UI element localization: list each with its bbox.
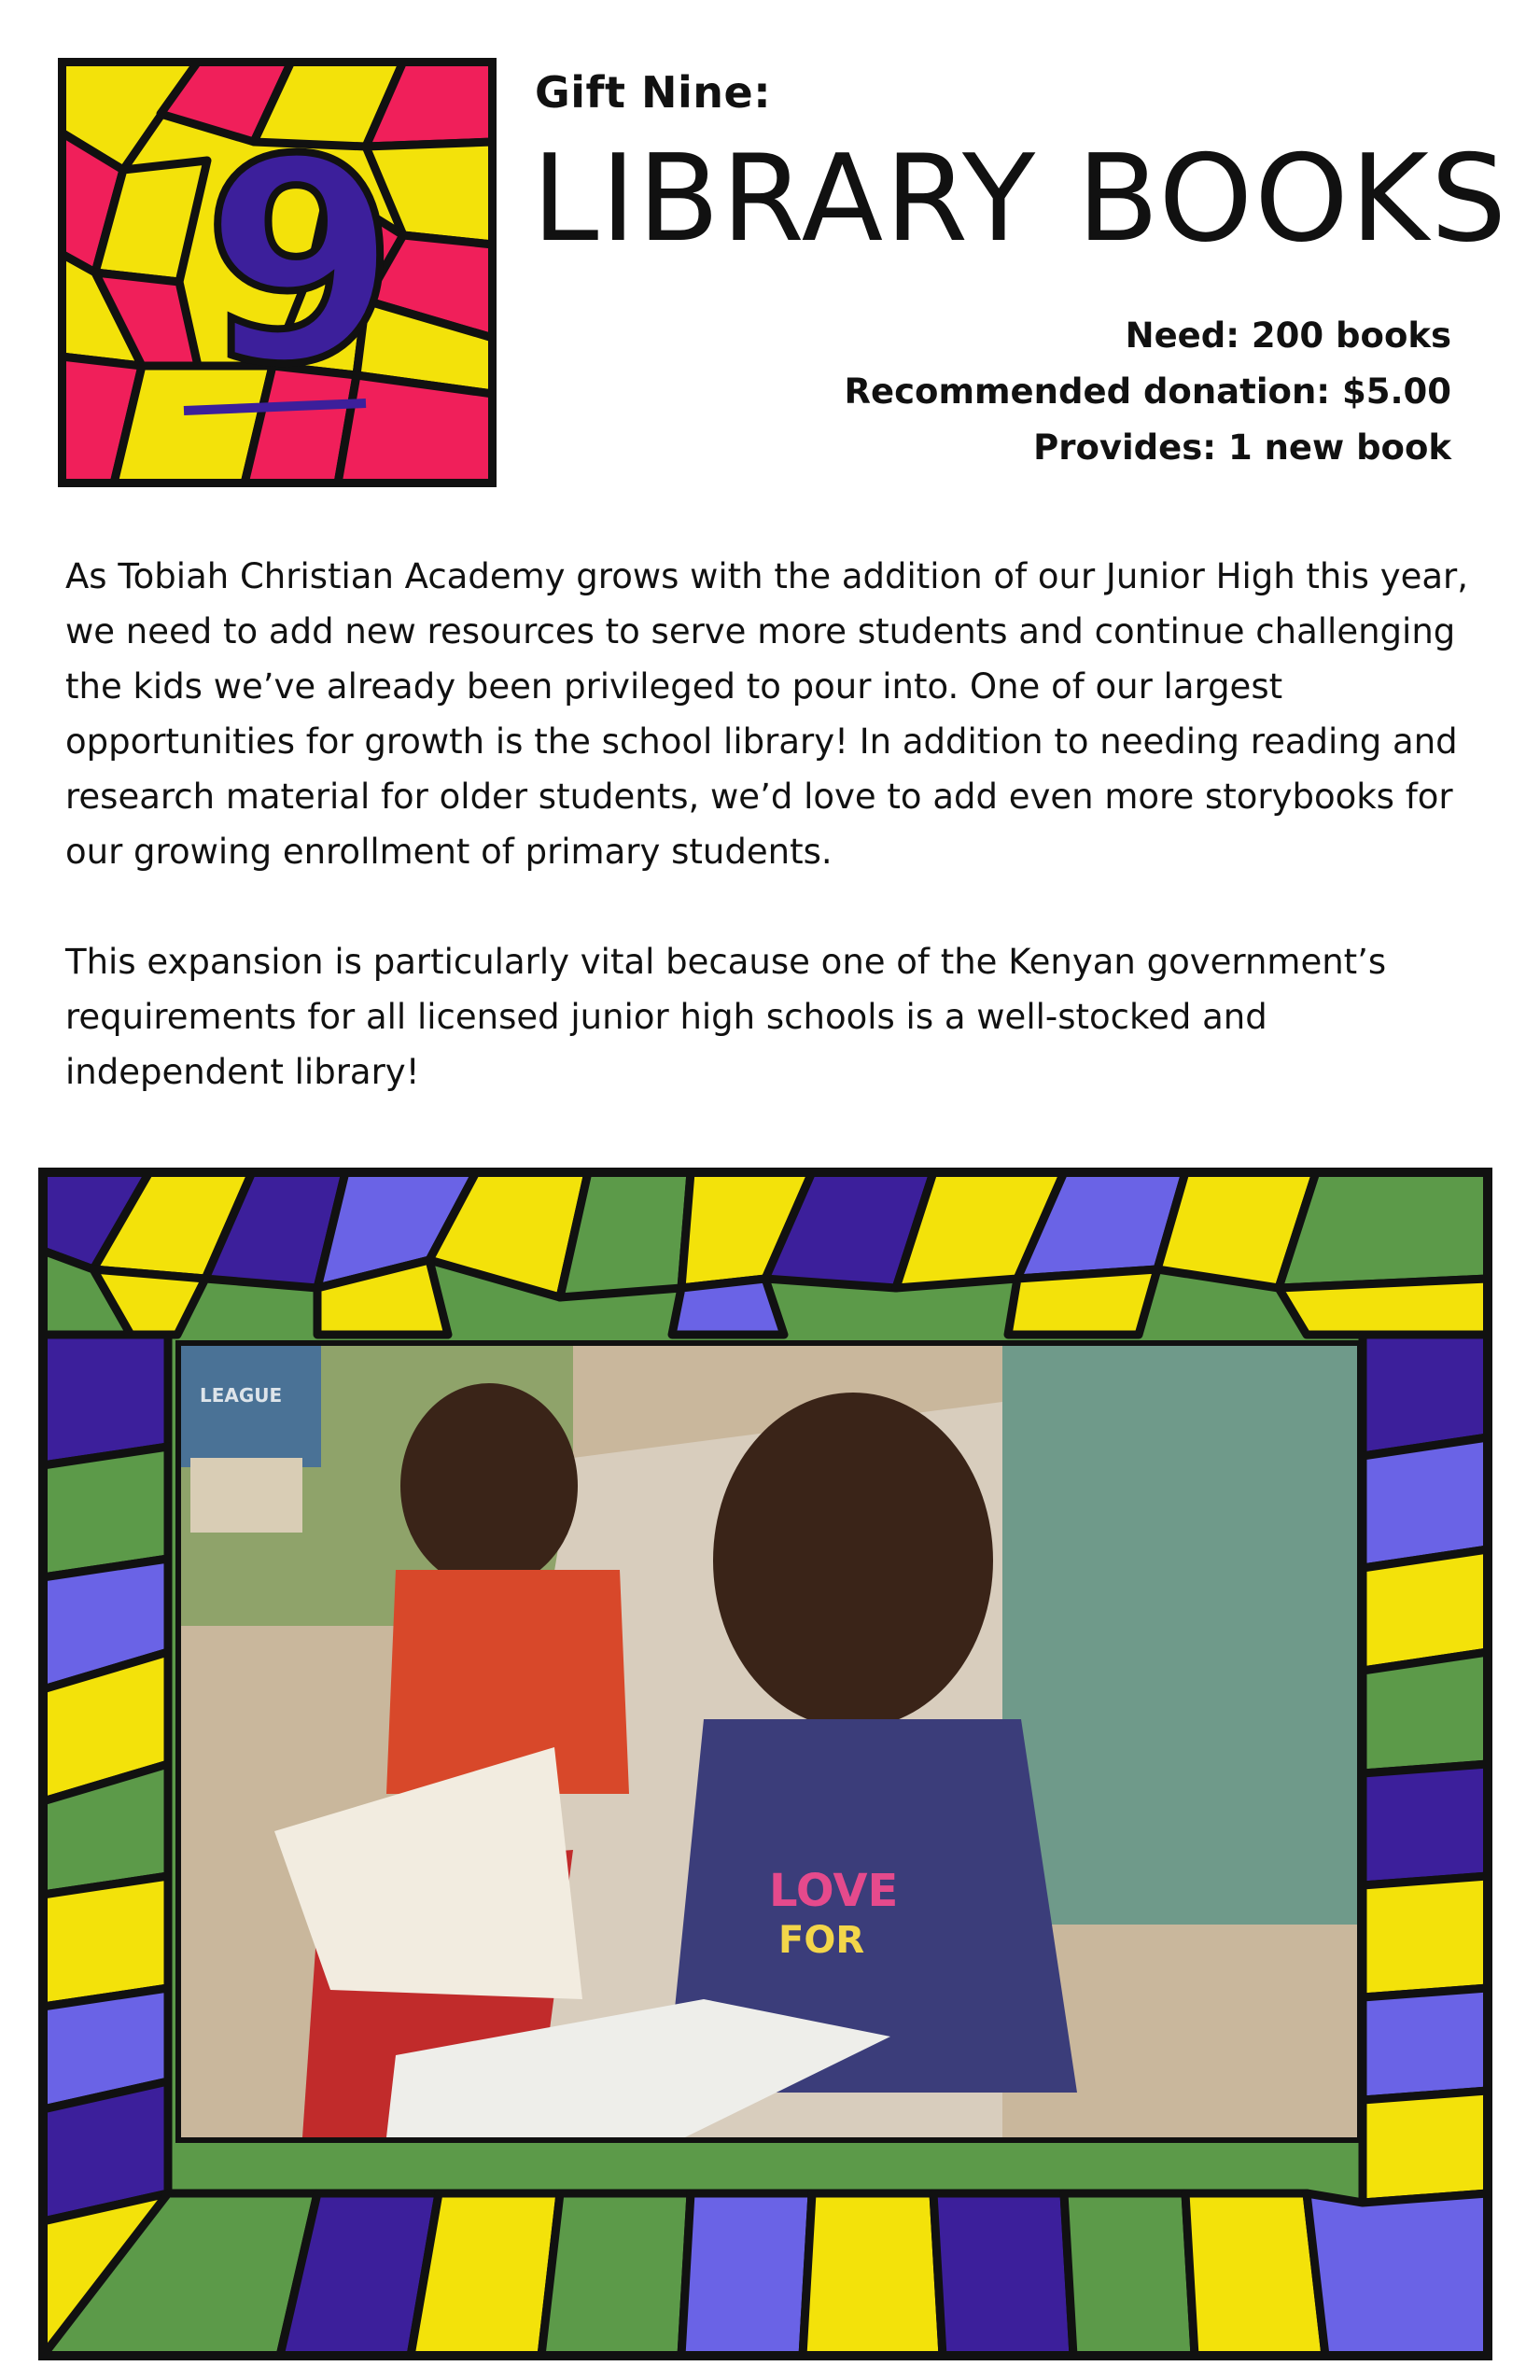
photo-illustration bbox=[181, 1346, 1357, 2137]
gift-label: Gift Nine: bbox=[535, 67, 772, 118]
sweatshirt-text: LEAGUE bbox=[200, 1384, 283, 1407]
page-title: LIBRARY BOOKS bbox=[532, 130, 1509, 269]
donation-stat: Recommended donation: $5.00 bbox=[844, 371, 1451, 412]
gift-number-badge bbox=[58, 58, 497, 487]
description-paragraph: As Tobiah Christian Academy grows with the addition of our Junior High this year, we need to add new resources to serve more students and continue challenging the kids we’ve already been privileged to pour into. One of our largest opportunities for growth is the school library! In addition to needing reading and research material for older students, we’d love to add even more storybooks for our growing enrollment of primary students. bbox=[65, 556, 1468, 872]
provides-stat: Provides: 1 new book bbox=[1033, 427, 1451, 468]
badge-numeral: 9 bbox=[203, 100, 399, 426]
description bbox=[65, 549, 1475, 1155]
children-reading-photo bbox=[175, 1340, 1363, 2143]
gift-stats bbox=[845, 308, 1451, 476]
shirt-text: LOVE bbox=[769, 1865, 899, 1917]
shirt-text: FOR bbox=[778, 1919, 865, 1962]
description-paragraph: This expansion is particularly vital because one of the Kenyan government’s requirements for all licensed junior high schools is a well-stocked and independent library! bbox=[65, 942, 1387, 1092]
need-stat: Need: 200 books bbox=[1125, 315, 1451, 356]
